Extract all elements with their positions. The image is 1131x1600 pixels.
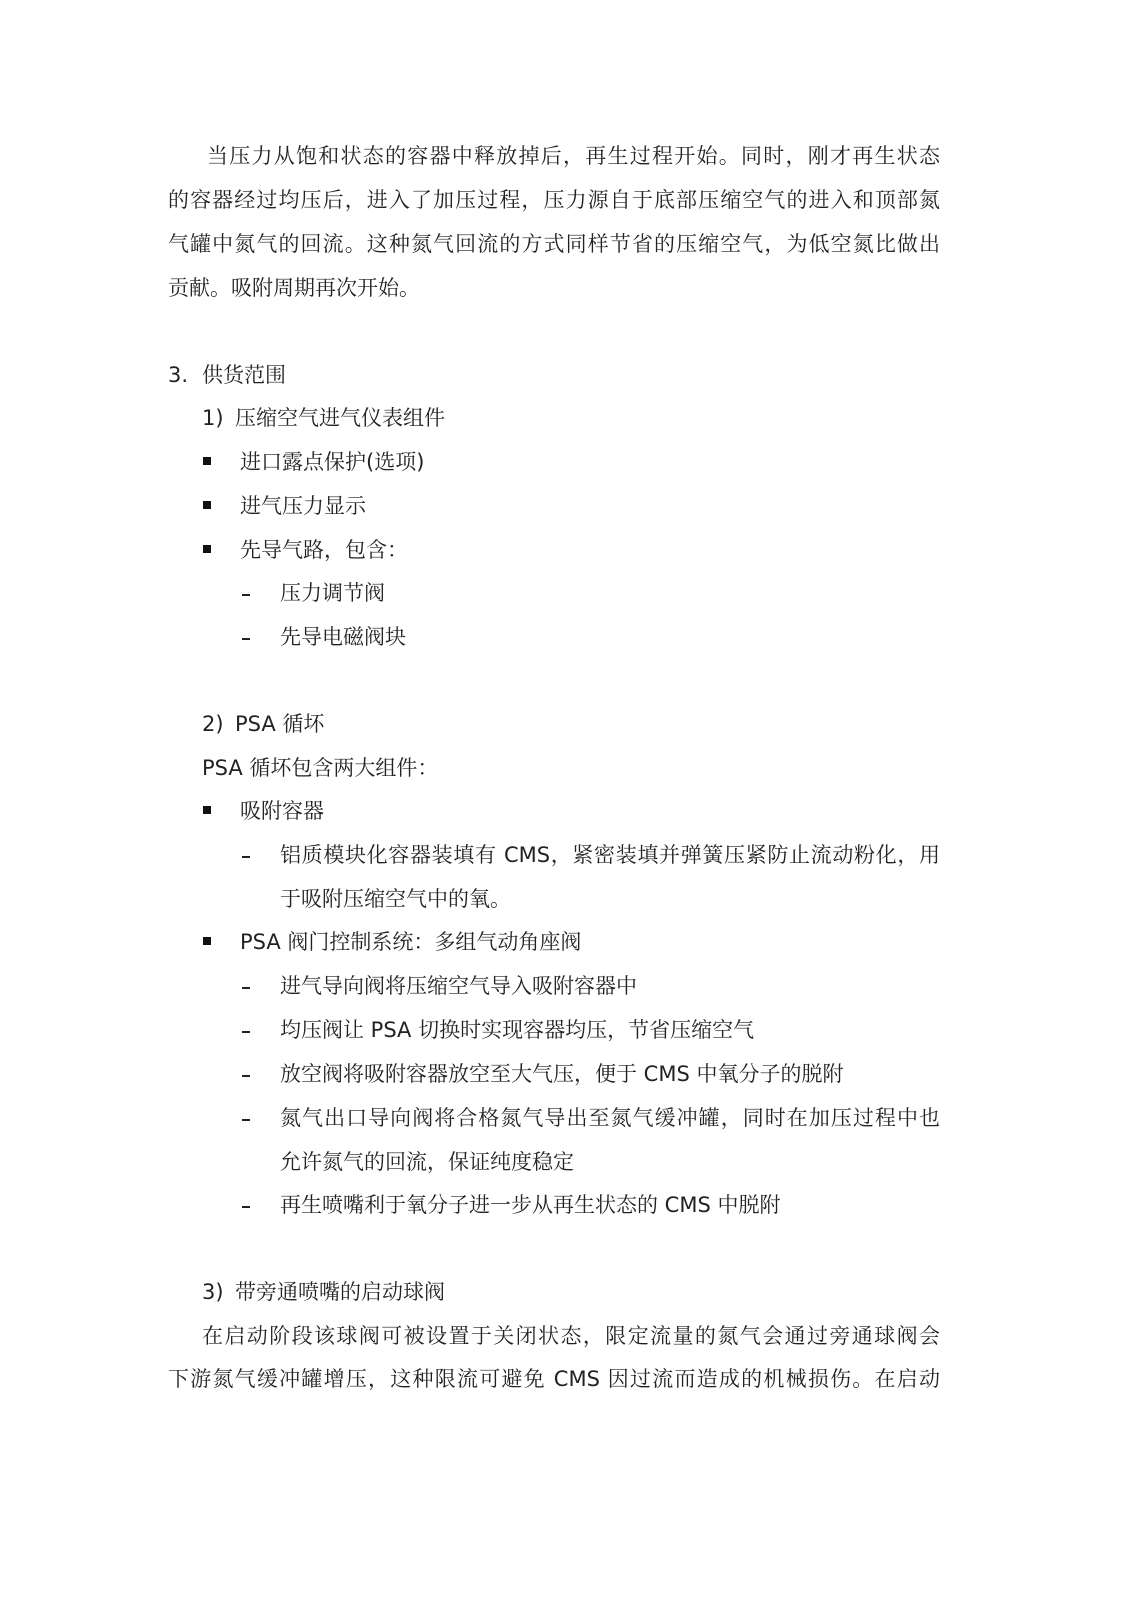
dash-bullet-icon [242, 594, 250, 596]
item1-number: 1) [202, 406, 224, 430]
para1-line-3: 气罐中氮气的回流。这种氮气回流的方式同样节省的压缩空气，为低空氮比做出 [168, 232, 940, 256]
para1-line-2: 的容器经过均压后，进入了加压过程，压力源自于底部压缩空气的进入和顶部氮 [168, 188, 940, 212]
section-number: 3. [168, 363, 189, 387]
square-bullet-icon [203, 806, 211, 814]
item2-bullet2-sub-2: 均压阀让 PSA 切换时实现容器均压，节省压缩空气 [280, 1018, 755, 1042]
para1-line-1: 当压力从饱和状态的容器中释放掉后，再生过程开始。同时，刚才再生状态 [207, 144, 940, 168]
square-bullet-icon [203, 937, 211, 945]
dash-bullet-icon [242, 1031, 250, 1033]
item3-para-line-2: 下游氮气缓冲罐增压，这种限流可避免 CMS 因过流而造成的机械损伤。在启动 [168, 1367, 940, 1391]
item2-bullet1-sub-line-1: 铝质模块化容器装填有 CMS，紧密装填并弹簧压紧防止流动粉化，用 [280, 843, 940, 867]
item1-bullet-3: 先导气路，包含： [240, 538, 408, 562]
dash-bullet-icon [242, 638, 250, 640]
item1-bullet-2: 进气压力显示 [240, 494, 366, 518]
item2-bullet-1: 吸附容器 [240, 799, 324, 823]
item2-bullet2-sub-5: 再生喷嘴利于氧分子进一步从再生状态的 CMS 中脱附 [280, 1193, 781, 1217]
para1-line-4: 贡献。吸附周期再次开始。 [168, 276, 420, 300]
dash-bullet-icon [242, 1119, 250, 1121]
item1-bullet-1: 进口露点保护(选项) [240, 450, 425, 474]
item2-intro: PSA 循坏包含两大组件： [202, 756, 439, 780]
item2-bullet-2: PSA 阀门控制系统：多组气动角座阀 [240, 930, 582, 954]
dash-bullet-icon [242, 1206, 250, 1208]
item2-bullet1-sub-line-2: 于吸附压缩空气中的氧。 [280, 887, 511, 911]
item2-bullet2-sub-4-line-2: 允许氮气的回流，保证纯度稳定 [280, 1150, 574, 1174]
item1-title: 压缩空气进气仪表组件 [235, 406, 445, 430]
dash-bullet-icon [242, 987, 250, 989]
dash-bullet-icon [242, 1075, 250, 1077]
square-bullet-icon [203, 545, 211, 553]
item3-title: 带旁通喷嘴的启动球阀 [235, 1280, 445, 1304]
section-title: 供货范围 [202, 363, 286, 387]
square-bullet-icon [203, 457, 211, 465]
item2-number: 2) [202, 712, 224, 736]
item2-title: PSA 循坏 [235, 712, 325, 736]
item3-number: 3) [202, 1280, 224, 1304]
item2-bullet2-sub-3: 放空阀将吸附容器放空至大气压，便于 CMS 中氧分子的脱附 [280, 1062, 844, 1086]
item1-subitem-2: 先导电磁阀块 [280, 625, 406, 649]
item3-para-line-1: 在启动阶段该球阀可被设置于关闭状态，限定流量的氮气会通过旁通球阀会 [202, 1324, 940, 1348]
dash-bullet-icon [242, 856, 250, 858]
item2-bullet2-sub-1: 进气导向阀将压缩空气导入吸附容器中 [280, 974, 637, 998]
item2-bullet2-sub-4-line-1: 氮气出口导向阀将合格氮气导出至氮气缓冲罐，同时在加压过程中也 [280, 1106, 940, 1130]
item1-subitem-1: 压力调节阀 [280, 581, 385, 605]
square-bullet-icon [203, 501, 211, 509]
